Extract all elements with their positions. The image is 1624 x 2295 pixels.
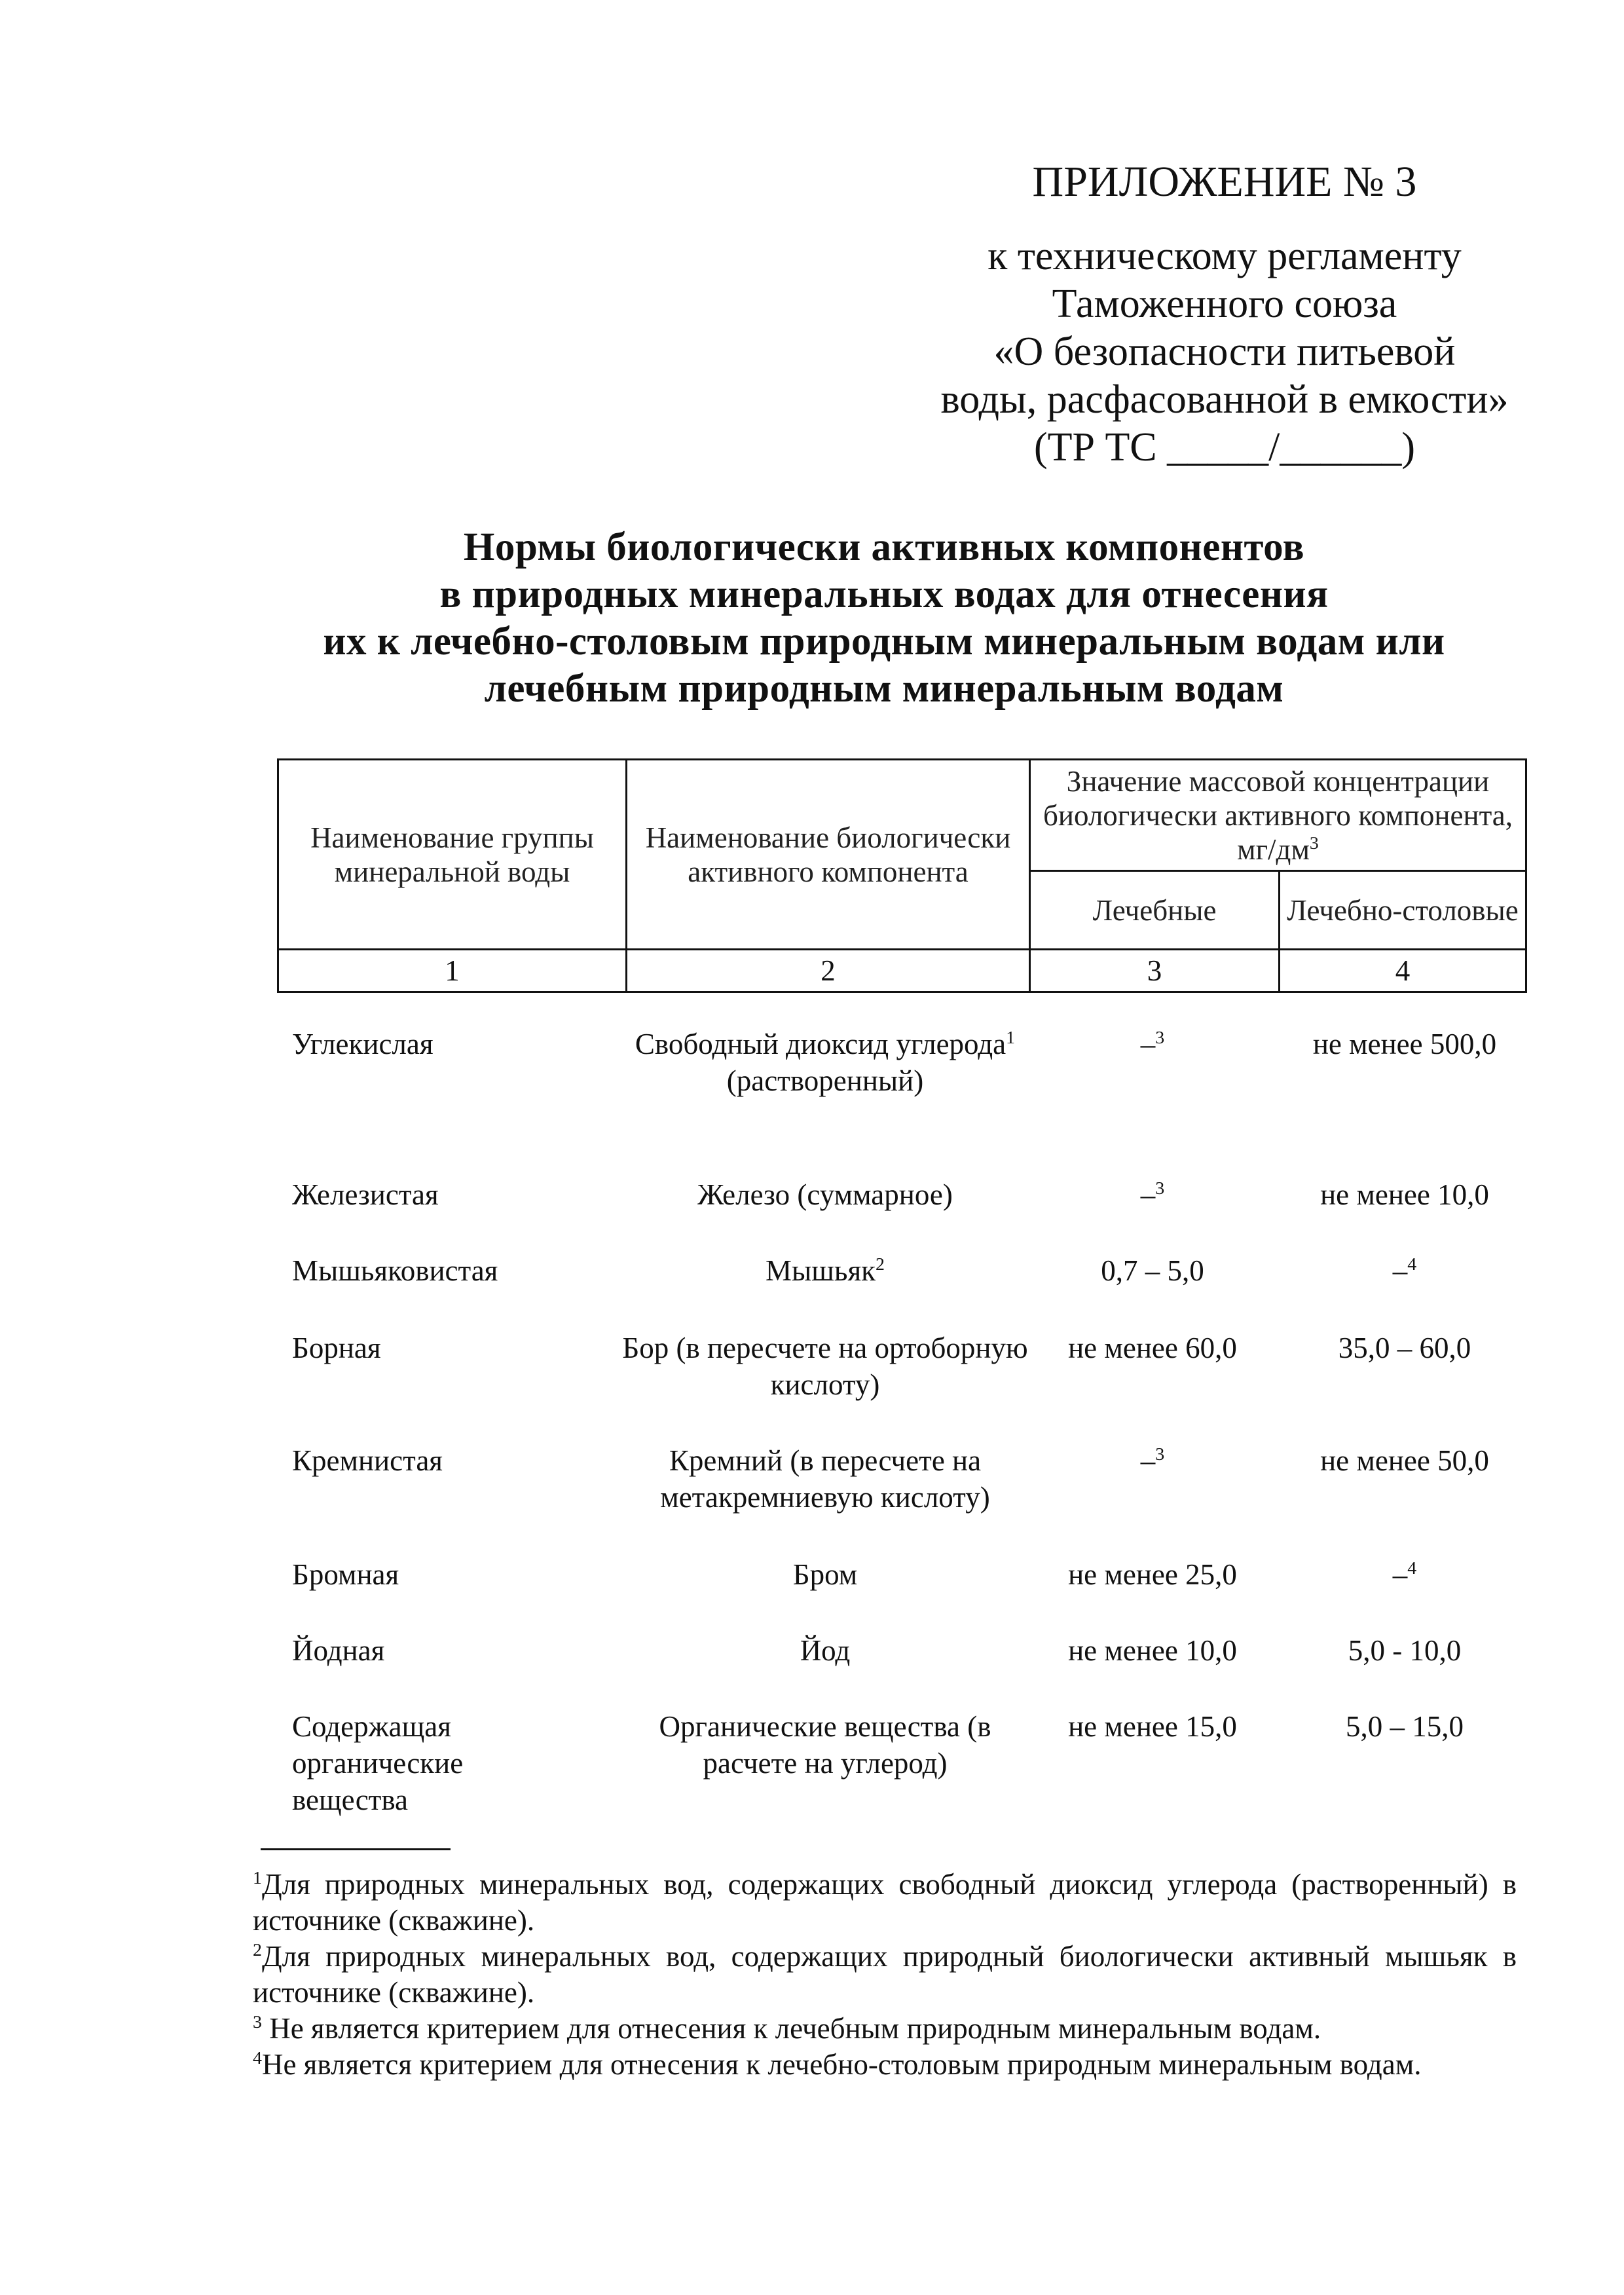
group-name: Борная	[292, 1332, 381, 1364]
component-text: Органические вещества (в расчете на углерод)	[659, 1710, 991, 1780]
appendix-line: воды, расфасованной в емкости»	[940, 377, 1509, 422]
footnote	[253, 1939, 1517, 2011]
medical-table-sup: 4	[1407, 1558, 1417, 1578]
column-number: 2	[627, 950, 1030, 992]
footnote-mark: 2	[253, 1940, 262, 1960]
footnote-text: Не является критерием для отнесения к лечебно-столовым природным минеральным водам.	[261, 2048, 1422, 2081]
medical-table-value	[1277, 1632, 1532, 1669]
header-group: Наименование группы минеральной воды	[278, 760, 627, 950]
component-text: Кремний (в пересчете на метакремниевую кислоту)	[660, 1444, 990, 1514]
component-sup: 2	[876, 1254, 885, 1275]
group-name: Содержащая органические вещества	[292, 1710, 464, 1816]
header-medical: Лечебные	[1030, 871, 1280, 950]
appendix-line: «О безопасности питьевой	[993, 329, 1456, 374]
component-name	[616, 1176, 1035, 1213]
group-name: Бромная	[292, 1558, 399, 1591]
medical-table-value	[1277, 1556, 1532, 1593]
footnote-mark: 1	[253, 1868, 262, 1888]
component-text: Йод	[800, 1634, 851, 1667]
medical-table-text: 35,0 – 60,0	[1338, 1332, 1471, 1364]
medical-text: не менее 10,0	[1068, 1634, 1237, 1667]
medical-sup: 3	[1155, 1444, 1165, 1465]
component-name	[616, 1708, 1035, 1782]
appendix-title: ПРИЛОЖЕНИЕ № 3	[1032, 158, 1417, 206]
medical-value	[1035, 1026, 1270, 1062]
medical-value	[1035, 1176, 1270, 1213]
medical-text: –	[1140, 1028, 1156, 1060]
medical-value	[1035, 1632, 1270, 1669]
medical-table-text: –	[1392, 1558, 1408, 1591]
footnote	[253, 2047, 1517, 2083]
medical-table-text: 5,0 – 15,0	[1346, 1710, 1464, 1743]
appendix-subtitle	[851, 233, 1598, 472]
header-medical-table: Лечебно-столовые	[1280, 871, 1526, 950]
medical-text: 0,7 – 5,0	[1101, 1254, 1204, 1287]
appendix-line: к техническому регламенту	[987, 234, 1462, 278]
table-header	[277, 758, 1527, 993]
component-text: Свободный диоксид углерода	[635, 1028, 1006, 1060]
group-name: Йодная	[292, 1634, 385, 1667]
footnote-text: Для природных минеральных вод, содержащих свободный диоксид углерода (растворенный) в источнике (скважине).	[253, 1868, 1517, 1937]
footnote	[253, 1867, 1517, 1939]
footnote-text: Не является критерием для отнесения к лечебным природным минеральным водам.	[261, 2012, 1321, 2045]
medical-text: не менее 60,0	[1068, 1332, 1237, 1364]
group-name: Кремнистая	[292, 1444, 443, 1477]
medical-table-value	[1277, 1442, 1532, 1479]
header-concentration-text: Значение массовой концентрации биологически активного компонента, мг/дм	[1043, 764, 1513, 866]
header-concentration-sup: 3	[1309, 832, 1319, 853]
footnote-divider	[261, 1848, 451, 1850]
component-text: Бор (в пересчете на ортоборную кислоту)	[622, 1332, 1028, 1401]
medical-value	[1035, 1442, 1270, 1479]
medical-table-sup: 4	[1407, 1254, 1417, 1275]
component-name	[616, 1330, 1035, 1403]
footnote	[253, 2011, 1517, 2047]
group-name: Углекислая	[292, 1028, 434, 1060]
column-number: 1	[278, 950, 627, 992]
component-name	[616, 1556, 1035, 1593]
medical-table-text: не менее 10,0	[1320, 1178, 1489, 1211]
appendix-line: Таможенного союза	[1052, 282, 1397, 326]
component-text: Мышьяк	[766, 1254, 876, 1287]
medical-table-text: –	[1392, 1254, 1408, 1287]
footnotes	[253, 1867, 1517, 2083]
medical-text: –	[1140, 1444, 1156, 1477]
medical-text: не менее 15,0	[1068, 1710, 1237, 1743]
group-name: Мышьяковистая	[292, 1254, 498, 1287]
component-text: Бром	[792, 1558, 858, 1591]
header-concentration	[1030, 760, 1526, 871]
medical-text: –	[1140, 1178, 1156, 1211]
medical-value	[1035, 1330, 1270, 1366]
component-name	[616, 1252, 1035, 1289]
footnote-text: Для природных минеральных вод, содержащих природный биологически активный мышьяк в источнике (скважине).	[253, 1940, 1517, 2009]
component-name	[616, 1442, 1035, 1516]
medical-sup: 3	[1155, 1028, 1165, 1048]
heading-line: Нормы биологически активных компонентов	[463, 525, 1305, 569]
footnote-mark: 3	[253, 2012, 262, 2032]
component-suffix: (растворенный)	[726, 1064, 924, 1097]
column-number: 3	[1030, 950, 1280, 992]
component-sup: 1	[1006, 1028, 1016, 1048]
medical-value	[1035, 1556, 1270, 1593]
footnote-mark: 4	[253, 2048, 262, 2068]
component-text: Железо (суммарное)	[697, 1178, 953, 1211]
header-component: Наименование биологически активного компонента	[627, 760, 1030, 950]
component-name	[616, 1632, 1035, 1669]
group-name: Железистая	[292, 1178, 439, 1211]
medical-table-value	[1277, 1176, 1532, 1213]
column-number: 4	[1280, 950, 1526, 992]
appendix-line: (ТР ТС _____/______)	[1033, 425, 1416, 470]
heading-line: лечебным природным минеральным водам	[484, 667, 1284, 711]
medical-sup: 3	[1155, 1178, 1165, 1199]
medical-text: не менее 25,0	[1068, 1558, 1237, 1591]
medical-table-value	[1277, 1252, 1532, 1289]
component-name	[616, 1026, 1035, 1099]
medical-value	[1035, 1708, 1270, 1745]
medical-table-text: не менее 50,0	[1320, 1444, 1489, 1477]
medical-value	[1035, 1252, 1270, 1289]
medical-table-text: 5,0 - 10,0	[1348, 1634, 1462, 1667]
medical-table-value	[1277, 1708, 1532, 1745]
medical-table-value	[1277, 1330, 1532, 1366]
medical-table-text: не менее 500,0	[1312, 1028, 1497, 1060]
medical-table-value	[1277, 1026, 1532, 1062]
document-heading	[164, 524, 1604, 713]
heading-line: их к лечебно-столовым природным минеральным водам или	[323, 620, 1445, 663]
heading-line: в природных минеральных водах для отнесения	[439, 572, 1329, 616]
